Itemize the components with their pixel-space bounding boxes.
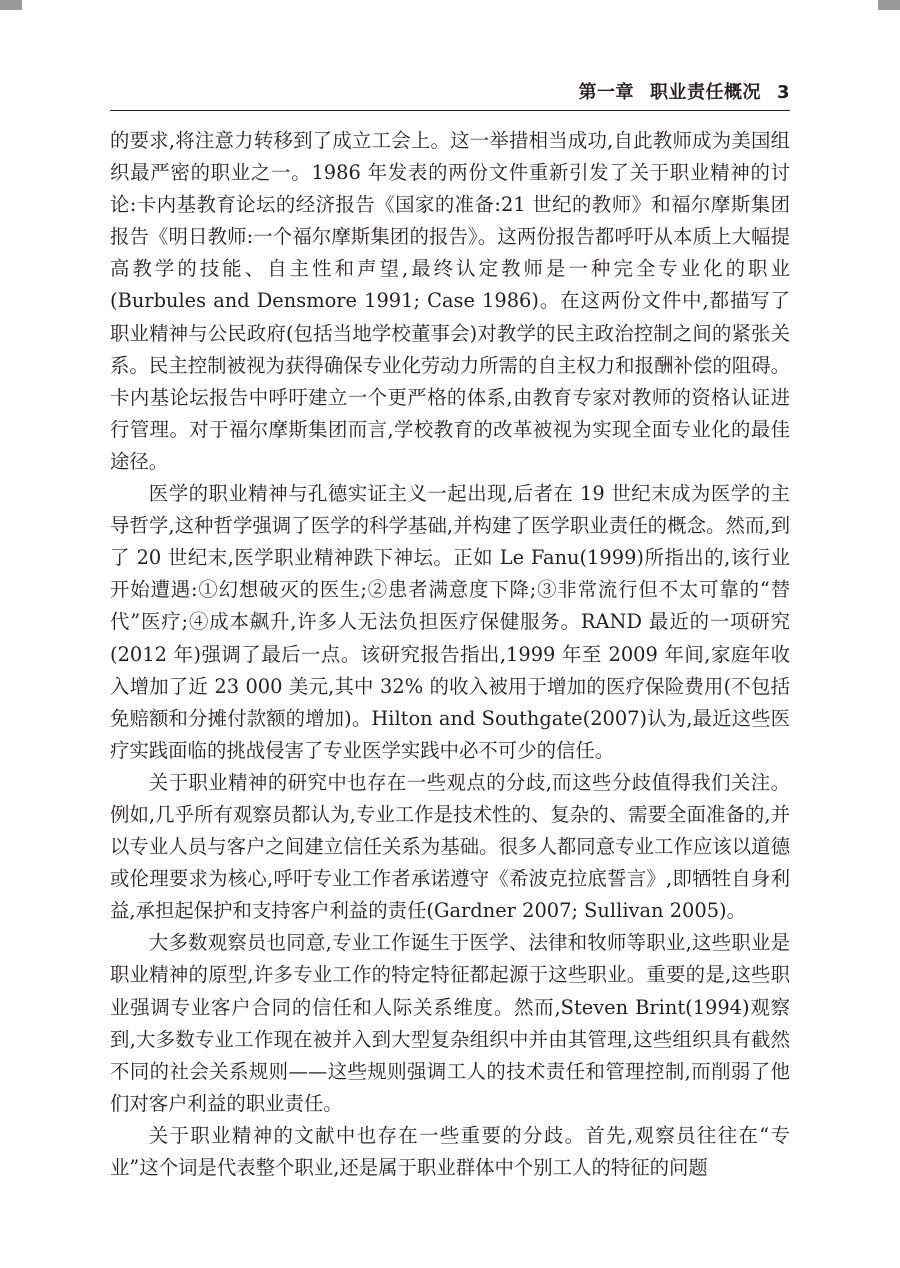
crop-mark-right [878, 0, 900, 10]
crop-mark-left [0, 0, 22, 10]
header-text [578, 78, 790, 104]
body-text [110, 125, 790, 1184]
paragraph-1: 的要求,将注意力转移到了成立工会上。这一举措相当成功,自此教师成为美国组织最严密的职业之一。1986 年发表的两份文件重新引发了关于职业精神的讨论:卡内基教育论坛的经济报告《国家的准备:21 世纪的教师》和福尔摩斯集团报告《明日教师:一个福尔摩斯集团的报告》。这两份报告都呼吁从本质上大幅提高教学的技能、自主性和声望,最终认定教师是一种完全专业化的职业(Burbules and Densmore 1991; Case 1986)。在这两份文件中,都描写了职业精神与公民政府(包括当地学校董事会)对教学的民主政治控制之间的紧张关系。民主控制被视为获得确保专业化劳动力所需的自主权力和报酬补偿的阻碍。卡内基论坛报告中呼吁建立一个更严格的体系,由教育专家对教师的资格认证进行管理。对于福尔摩斯集团而言,学校教育的改革被视为实现全面专业化的最佳途径。 [110, 129, 790, 473]
page-number: 3 [776, 82, 790, 103]
running-header [110, 74, 790, 111]
paragraph-2: 医学的职业精神与孔德实证主义一起出现,后者在 19 世纪末成为医学的主导哲学,这种哲学强调了医学的科学基础,并构建了医学职业责任的概念。然而,到了 20 世纪末,医学职业精神跌下神坛。正如 Le Fanu(1999)所指出的,该行业开始遭遇:①幻想破灭的医生;②患者满意度下降;③非常流行但不太可靠的“替代”医疗;④成本飙升,许多人无法负担医疗保健服务。RAND 最近的一项研究(2012 年)强调了最后一点。该研究报告指出,1999 年至 2009 年间,家庭年收入增加了近 23 000 美元,其中 32% 的收入被用于增加的医疗保险费用(不包括免赔额和分摊付款额的增加)。Hilton and Southgate(2007)认为,最近这些医疗实践面临的挑战侵害了专业医学实践中必不可少的信任。 [110, 482, 790, 762]
paragraph-5: 关于职业精神的文献中也存在一些重要的分歧。首先,观察员往往在“专业”这个词是代表整个职业,还是属于职业群体中个别工人的特征的问题 [110, 1123, 790, 1179]
paragraph-4: 大多数观察员也同意,专业工作诞生于医学、法律和牧师等职业,这些职业是职业精神的原型,许多专业工作的特定特征都起源于这些职业。重要的是,这些职业强调专业客户合同的信任和人际关系维度。然而,Steven Brint(1994)观察到,大多数专业工作现在被并入到大型复杂组织中并由其管理,这些组织具有截然不同的社会关系规则——这些规则强调工人的技术责任和管理控制,而削弱了他们对客户利益的职业责任。 [110, 931, 790, 1115]
chapter-title: 职业责任概况 [649, 82, 761, 103]
paragraph-3: 关于职业精神的研究中也存在一些观点的分歧,而这些分歧值得我们关注。例如,几乎所有观察员都认为,专业工作是技术性的、复杂的、需要全面准备的,并以专业人员与客户之间建立信任关系为基础。很多人都同意专业工作应该以道德或伦理要求为核心,呼吁专业工作者承诺遵守《希波克拉底誓言》,即牺牲自身利益,承担起保护和支持客户利益的责任(Gardner 2007; Sullivan 2005)。 [110, 770, 790, 923]
chapter-label: 第一章 [578, 82, 634, 103]
